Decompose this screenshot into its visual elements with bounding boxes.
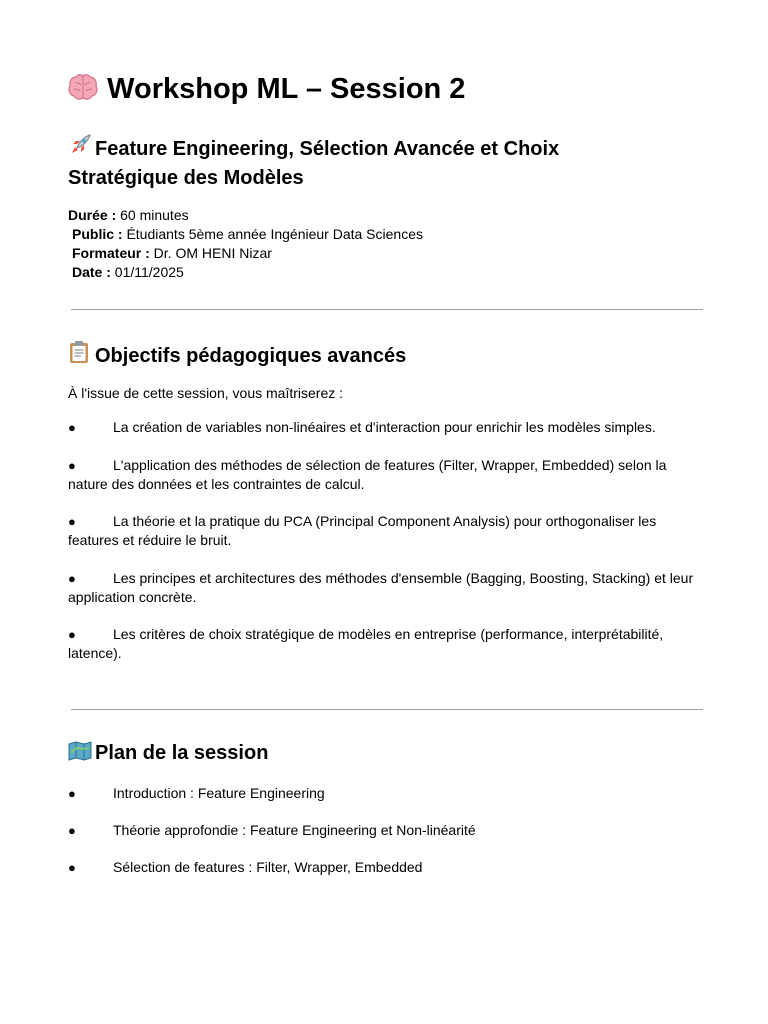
bullet-icon: ● <box>68 571 76 586</box>
meta-label: Public : <box>72 226 123 242</box>
list-item-text: Sélection de features : Filter, Wrapper, Embedded <box>113 859 423 875</box>
bullet-icon: ● <box>68 514 76 529</box>
list-item-text: Les principes et architectures des méthodes d'ensemble (Bagging, Boosting, Stacking) et leur application concrète. <box>68 570 694 605</box>
list-item-text: La création de variables non-linéaires et d'interaction pour enrichir les modèles simples. <box>113 419 656 435</box>
meta-date <box>68 263 423 282</box>
meta-label: Formateur : <box>72 245 150 261</box>
brain-icon <box>68 70 101 108</box>
page-subtitle <box>68 133 708 193</box>
list-item <box>68 784 708 803</box>
plan-heading-text: Plan de la session <box>95 742 269 764</box>
bullet-icon: ● <box>68 823 76 838</box>
plan-heading <box>68 739 268 767</box>
plan-list-2 <box>68 821 708 840</box>
list-item <box>68 625 708 663</box>
objectives-heading-text: Objectifs pédagogiques avancés <box>95 345 407 367</box>
bullet-icon: ● <box>68 860 76 875</box>
list-item <box>68 821 708 840</box>
bullet-icon: ● <box>68 627 76 642</box>
list-item-text: Les critères de choix stratégique de modèles en entreprise (performance, interprétabilité, latence). <box>68 626 664 661</box>
bullet-icon: ● <box>68 458 76 473</box>
list-item <box>68 512 708 550</box>
meta-trainer <box>68 244 423 263</box>
meta-label: Durée : <box>68 207 117 223</box>
subtitle-line-1: Feature Engineering, Sélection Avancée et Choix <box>95 138 560 160</box>
bullet-icon: ● <box>68 420 76 435</box>
list-item-text: Introduction : Feature Engineering <box>113 785 325 801</box>
page-title <box>68 70 465 108</box>
objectives-list-5 <box>68 625 708 663</box>
objectives-list-4 <box>68 569 708 607</box>
plan-list <box>68 784 708 803</box>
list-item <box>68 456 708 494</box>
clipboard-icon <box>68 340 91 370</box>
list-item-text: Théorie approfondie : Feature Engineering et Non-linéarité <box>113 822 476 838</box>
subtitle-line-2: Stratégique des Modèles <box>68 167 304 189</box>
meta-audience <box>68 225 423 244</box>
divider <box>71 309 703 310</box>
list-item <box>68 858 708 877</box>
objectives-list-3 <box>68 512 708 550</box>
plan-list-3 <box>68 858 708 877</box>
rocket-icon <box>68 133 91 164</box>
list-item-text: L'application des méthodes de sélection de features (Filter, Wrapper, Embedded) selon la nature des données et les contraintes de calcul. <box>68 457 667 492</box>
objectives-list-2 <box>68 456 708 494</box>
map-icon <box>68 739 91 767</box>
divider <box>71 709 703 710</box>
meta-value: Dr. OM HENI Nizar <box>149 245 272 261</box>
meta-value: 01/11/2025 <box>110 264 184 280</box>
list-item <box>68 569 708 607</box>
bullet-icon: ● <box>68 786 76 801</box>
meta-value: Étudiants 5ème année Ingénieur Data Sciences <box>122 226 423 242</box>
meta-duration <box>68 206 423 225</box>
page-title-text: Workshop ML – Session 2 <box>107 73 466 105</box>
list-item <box>68 418 708 437</box>
meta-value: 60 minutes <box>116 207 189 223</box>
objectives-intro: À l'issue de cette session, vous maîtriserez : <box>68 385 344 401</box>
meta-label: Date : <box>72 264 111 280</box>
objectives-heading <box>68 340 406 370</box>
list-item-text: La théorie et la pratique du PCA (Principal Component Analysis) pour orthogonaliser les features et réduire le bruit. <box>68 513 657 548</box>
session-metadata <box>68 206 423 282</box>
